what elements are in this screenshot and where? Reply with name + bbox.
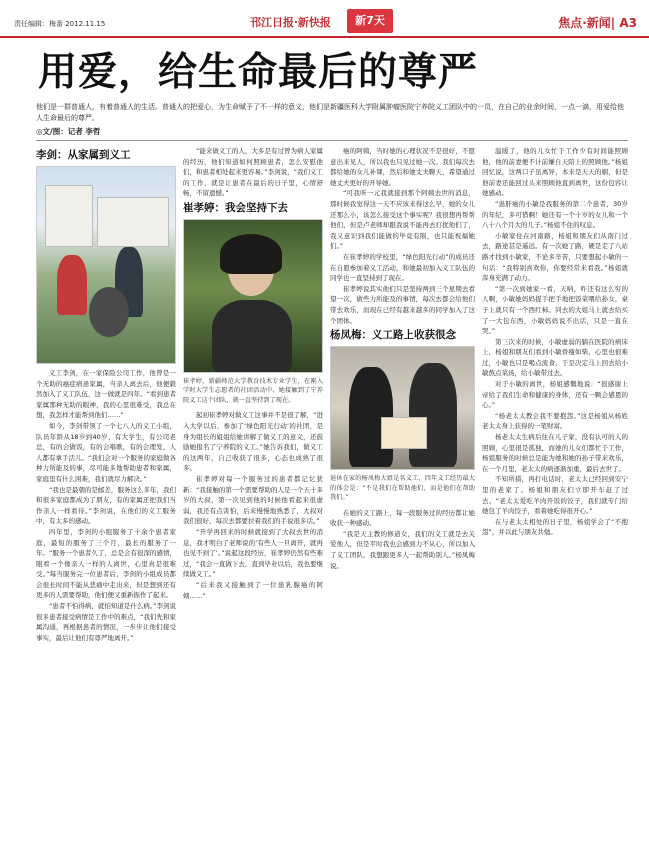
- wheelchair: [89, 287, 129, 337]
- paragraph: “第一次到她家一看，天呐，咋还有这么穷的人啊，小敏她妈妈捉手把手地把饭菜喂给孙女，桌子上就只有一个西红柿。同去的大姐马上就去给买了一大包东西，小敏妈妈说不出话，只是一直在哭。”: [482, 284, 628, 336]
- paragraph: “患肝癌的小敏是我服务的第二个患者，30岁的年纪，多可惜啊！她还有一个十岁的女儿和一个八十八个月大的儿子。”杨姐不住的叹息。: [482, 199, 628, 230]
- subheading-cui-xiaoting: 崔孝婷：我会坚持下去: [183, 201, 288, 214]
- building-shape: [97, 197, 169, 247]
- paragraph: “可我听一元我就接到那个阿姨去世的消息，那时候我觉得这一天不应该来得这么早，她的女儿还那么小，该怎么接受这个事实呢？我很想再帮帮他们，但是卢老师却跟我说不能再去打扰他们了，我又意识到我们能做的毕竟有限，也只能祝福她们。”: [330, 189, 475, 251]
- paragraph: “能来做义工的人，大多是有过曾为病人家属的经历，他们知道如何照顾患者，怎么安慰他们，和患者相处起来更容易。”李剑说，“我们义工的工作，就是让患者在最后的日子里，心情舒畅，不留遗憾。”: [183, 147, 323, 198]
- byline: ◎文/图：记者 李哲: [36, 127, 101, 136]
- intro-paragraph: 他们是一群普通人，有着普通人的生活。普通人的把爱心，为生命赋予了不一样的意义，他们是新疆医科大学附属肿瘤医院宁养院义工团队中的一员，在自己的业余时间，一点一滴，用爱给他人生命最后的尊严。: [36, 103, 624, 122]
- paragraph: 温暖了，他的儿女忙于工作少有时间能照顾他，他的前妻便不计前嫌自天陪上的照顾他。”杨姐回忆说，这两口子虽离异，本来是天天的姻，但是他前妻还能回过头来照顾他直到离世，这份包容让她感动。: [482, 147, 628, 198]
- article-column-1: [36, 146, 176, 836]
- section-badge: 新7天: [347, 9, 393, 33]
- article-column-4: [482, 146, 628, 836]
- paragraph: 在崔孝婷的学校里，“绿色阳光行动”的成员还在自愿参加着义工活动，和她最初加入义工队伍的同学也一直坚持到了现在。: [330, 252, 475, 283]
- paragraph: “开学再回来的时候就接到了大叔去世的消息，我才明白了老师说的‘有些人一旦离开，就再也见不到了’。”说起这段经历，崔孝婷仍然有些难过，“我会一直做下去，直到毕业以后，我也要继续做义工。”: [183, 528, 323, 579]
- masthead: [250, 9, 400, 33]
- section-page: 焦点·新闻| A3: [558, 16, 637, 30]
- paragraph: 对于小敏的离世，杨姐感慨地说：“很感谢上帝给了我们生命和健康的身体，还有一颗会感恩的心。”: [482, 380, 628, 410]
- photo-li-jian: [36, 166, 176, 364]
- paragraph: 第三次来的时候，小敏虚弱的躺在医院的病床上，杨姐和朋友们看到小敏骨瘦如柴，心里也很难过，小敏也只是喝点流食，于是决定马上回去给小敏熬点菜汤，给小敏带过去。: [482, 337, 628, 378]
- paragraph: 崔孝婷说其实他们只是坚持两到三个星期去看望一次，做些力所能及的事情，每次去都会给他们带去欢乐，而现在已经有越来越多的同学加入了这个团体。: [330, 284, 475, 325]
- paragraph: 杨老太太生病后住在儿子家，没有认可的人的照顾，心里很是孤独，而她的儿女们都忙于工作，杨姐服务的时候总是能为她和她的孙子带来欢乐，在一个月里，老太太的病逐渐加重，最后去世了。: [482, 433, 628, 473]
- divider: [36, 140, 628, 141]
- paragraph: “杨老太太教会我不要抱怨。”这是杨姐从杨姓老太太身上获得的一笔财富。: [482, 411, 628, 431]
- article-column-2: [183, 146, 323, 836]
- paragraph: 四年里，李剑的小组服务了十余个患者家庭，最短的服务了三个月，最长的服务了一年。“服务一个患者久了，总是会有很深的感情，眼看一个像亲人一样的人离世，心里真是很难受。”每当服务完一位患者后，李剑的小组成员都会很长时间不能从悲痛中走出来，但是想到还有更多的人需要帮助，他们便又重新振作了起来。: [36, 527, 176, 600]
- paragraph: 小敏家住在河南路，杨姐和朋友们从南门过去，路途甚是遥远。有一次她了路，硬是走了八站路才找到小敏家，不论多辛苦，只要想起小敏的一句话：“我特别喜欢你，你要经常来看我。”杨姐就浑身充满了动力。: [482, 231, 628, 283]
- paragraph: “我也是最朝的是邮差，服务这么多年，我们和很多家庭都成为了朋友，有的家属还把我们当作亲人一样看待。”李剑说，在他们的义工服务中，有太多的感动。: [36, 485, 176, 526]
- hair: [220, 234, 282, 274]
- photo-caption: 崔孝婷，新疆师范大学教育技术专业学生，在刚入学时大学生志愿者的社团活动中，她接触到了宁养院义工这个团队，就一直坚持到了现在。: [183, 377, 323, 404]
- paragraph: 在她的义工路上，每一段服务过的经历都让她收获一种感动。: [330, 508, 475, 528]
- jacket: [212, 300, 292, 372]
- paragraph: 不知所措，再打电话时，老太太已经回到安宁里的老家了。杨姐和朋友们立即开车赶了过去。“老太太爱吃羊肉开饭的饺子，我们就专门给她包了羊肉饺子，看着她吃得很开心。”: [482, 475, 628, 516]
- paragraph: 癌的阿姨，当时她的心理状况不是很好，不愿意出来见人，所以我也只见过她一次。我们每次去都给她的女儿补课，然后和她丈夫聊天，希望通过她丈夫更好的开导她。: [330, 147, 475, 187]
- article-column-3: [330, 146, 475, 836]
- paragraph: “我是天主教的修道女，我们的义工就是去关爱他人，但是平时我也会感到力不从心，所以加入了义工团队，我想跟更多人一起帮助别人。”杨凤梅说。: [330, 529, 475, 570]
- photo-yang-fengmei: [330, 346, 475, 470]
- editor-date: 责任编辑：梅番 2012.11.15: [14, 20, 106, 28]
- certificate: [381, 417, 427, 449]
- paragraph: 如今，李剑带领了一个七八人的义工小组，队员年龄从18岁到40岁，有大学生，有公司老总，有的会做饭，有的会唱歌，有的会理发，人人都有拿手活儿。“我们会对一个服务的家庭做各种力所能及的事，尽可能多地帮助患者和家属，家庭里有什么困难，我们就尽力解决。”: [36, 421, 176, 483]
- person-right: [409, 363, 457, 467]
- newspaper-logo: 邗江日报·新快报: [250, 16, 331, 29]
- photo-cui-xiaoting: [183, 219, 323, 373]
- subheading-yang-fengmei: 杨凤梅：义工路上收获很念: [330, 329, 456, 342]
- photo-caption: 退休在家的杨凤梅大姐是名义工，四年义工经历最大的体会是：“不是我们在帮助他们，而是他们在帮助我们。”: [330, 475, 475, 502]
- paragraph: 义工李剑，在一家保险公司工作，他曾是一个无助的癌症病患家属，当亲人离去后，他便毅然加入了义工队伍，这一做就是四年。“看到患者家属那种无助的眼神，我的心里很难受，我总在想，我怎样才能帮到他们……”: [36, 369, 176, 420]
- page-header: [0, 0, 649, 38]
- paragraph: 崔孝婷对每一个服务过的患者都记忆犹新：“我接触的第一个需要帮助的人是一个五十多岁的大叔，第一次见到他的时候他看起来很虚弱，我还有点害怕，后来慢慢地熟悉了，大叔对我们很好，每次去都要拉着我们的手说很多话。”: [183, 475, 323, 526]
- paragraph: “后来我又接触到了一位患乳腺癌的阿姨……”: [183, 580, 323, 600]
- building-shape: [45, 185, 93, 247]
- paragraph: 在与老太太相处的日子里，杨姐学会了“不抱怨”，并以此与朋友共勉。: [482, 517, 628, 537]
- subheading-li-jian: 李剑：从家属到义工: [36, 149, 131, 161]
- paragraph: 起初崔孝婷对做义工这事并不是很了解，“进入大学以后，参加了‘绿色阳光行动’的社团，是身为组长的姐姐给她讲解了做义工的意义，还鼓励她报名了宁养院的义工。”她告诉我们，做义工的这两年，自己收获了很多，心态也成熟了很多。: [183, 411, 323, 473]
- paragraph: “患者不怕得病，就怕知道是什么病。”李剑说很多患者接受病情是工作中的难点，“我们先和家属沟通，再根据患者的情况，一步步让他们接受事实，最后让他们有尊严地离开。”: [36, 602, 176, 642]
- headline: 用爱，给生命最后的尊严: [38, 50, 479, 95]
- person-red-jacket: [57, 255, 87, 315]
